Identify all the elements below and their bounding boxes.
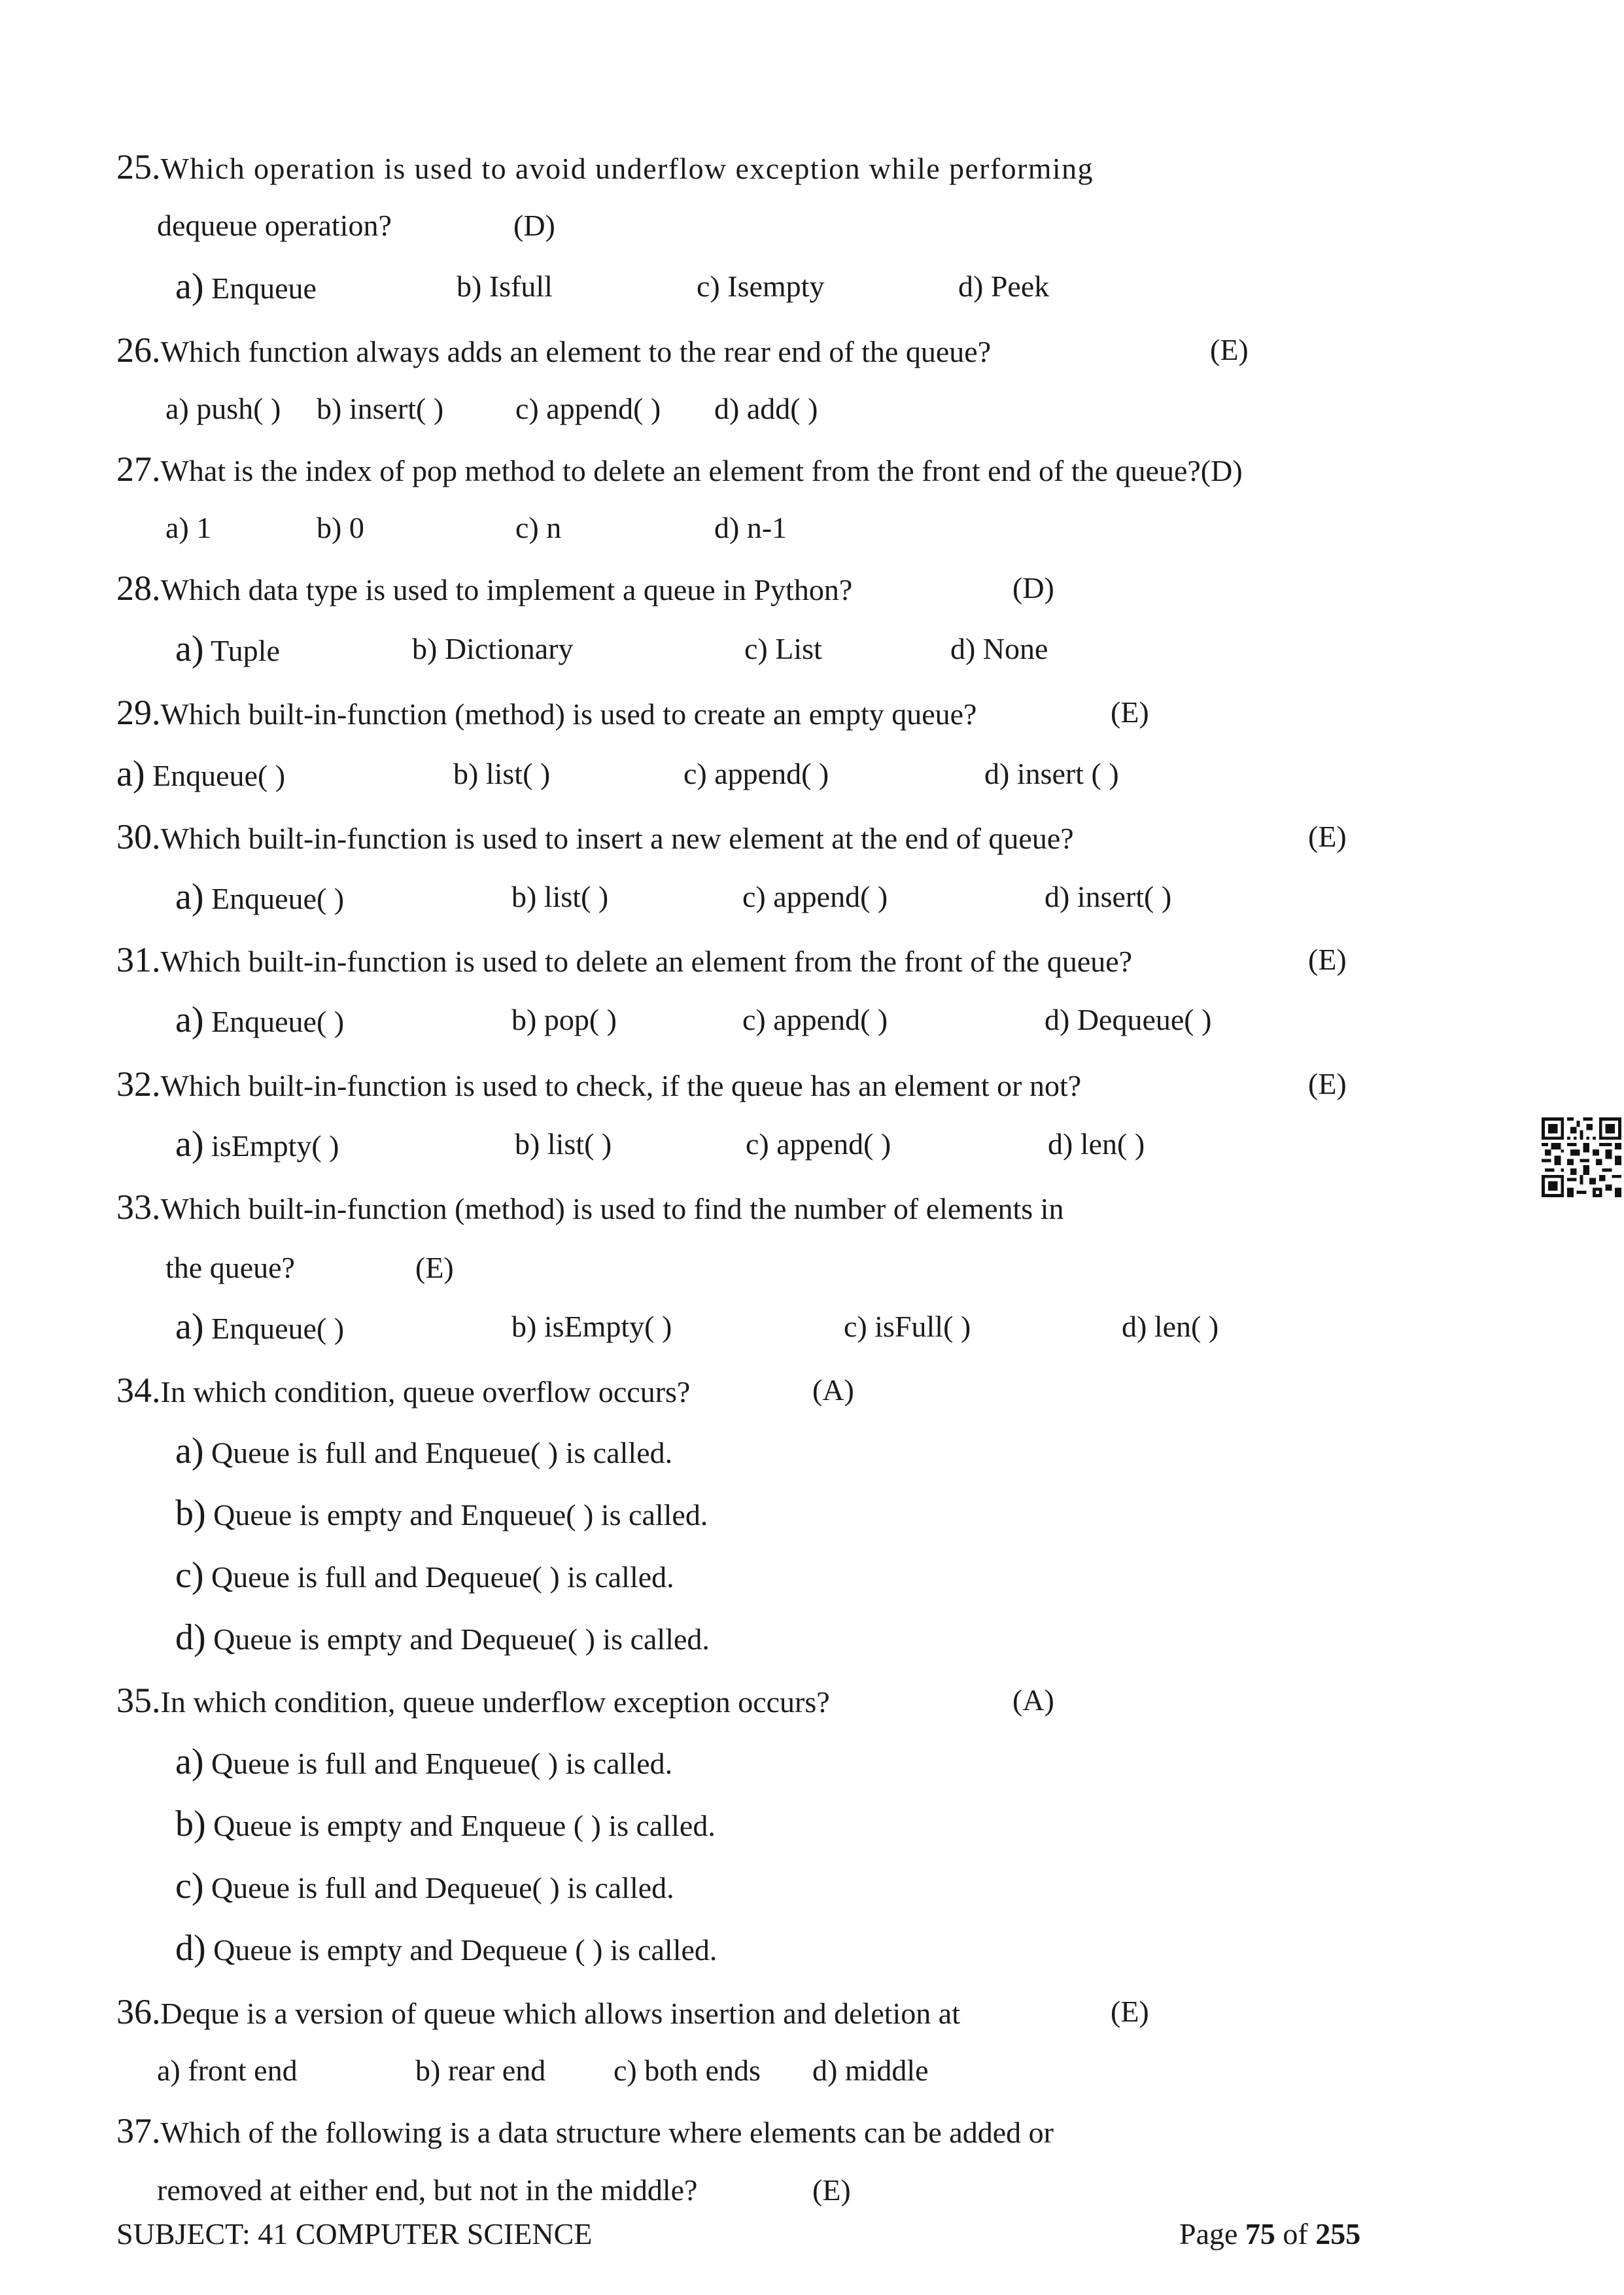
option-b: b) Dictionary (412, 632, 574, 665)
option-b: b) insert( ) (317, 392, 444, 425)
qr-code-icon (1542, 1117, 1621, 1197)
question-number: 34. (116, 1371, 161, 1410)
option-d: d) insert ( ) (984, 757, 1119, 790)
option-c: c) Isempty (697, 270, 825, 303)
question-number: 31. (116, 940, 161, 979)
question-text: Which data type is used to implement a queue in Python? (160, 573, 853, 606)
question-number: 35. (116, 1681, 161, 1720)
option-d: d) middle (812, 2054, 929, 2087)
option-d: d) add( ) (714, 392, 818, 425)
answer-key: (E) (1308, 820, 1347, 853)
question-text: the queue? (165, 1251, 295, 1284)
question-32 (116, 1066, 1081, 1102)
question-text: Which operation is used to avoid underflow exception while performing (160, 152, 1094, 185)
question-text: In which condition, queue overflow occurs? (160, 1375, 691, 1409)
footer-subject: SUBJECT: 41 COMPUTER SCIENCE (116, 2217, 593, 2251)
question-number: 29. (116, 693, 161, 732)
question-25-line-2 (157, 211, 392, 241)
answer-key: (E) (812, 2173, 851, 2207)
question-25 (116, 149, 1094, 184)
option-d: d) Queue is empty and Dequeue( ) is called. (175, 1617, 710, 1658)
question-text: Which built-in-function (method) is used to find the number of elements in (160, 1192, 1064, 1225)
answer-key: (E) (1111, 1995, 1149, 2028)
option-b: b) pop( ) (511, 1003, 617, 1036)
option-a: a) Enqueue( ) (175, 877, 345, 917)
answer-key: (E) (1308, 1067, 1347, 1100)
question-number: 26. (116, 330, 161, 370)
answer-key: (D) (513, 209, 555, 242)
option-a: a) Enqueue( ) (175, 1306, 345, 1347)
option-b: b) Isfull (457, 270, 553, 303)
answer-key: (D) (1012, 571, 1054, 604)
question-26 (116, 332, 991, 368)
answer-key: (E) (1111, 695, 1149, 729)
question-31 (116, 942, 1132, 977)
question-27 (116, 451, 1243, 487)
option-c: c) append( ) (683, 757, 829, 790)
answer-key: (A) (1012, 1683, 1054, 1717)
option-b: b) Queue is empty and Enqueue ( ) is called. (175, 1804, 716, 1844)
option-c: c) Queue is full and Dequeue( ) is called. (175, 1866, 674, 1906)
question-text: removed at either end, but not in the middle? (157, 2173, 698, 2207)
option-a: a) Enqueue( ) (116, 754, 286, 794)
question-number: 36. (116, 1992, 161, 2031)
question-number: 30. (116, 817, 161, 856)
option-d: d) Dequeue( ) (1045, 1003, 1212, 1036)
option-a: a) Queue is full and Enqueue( ) is called. (175, 1431, 673, 1471)
question-37 (116, 2113, 1054, 2148)
option-b: b) isEmpty( ) (511, 1310, 672, 1343)
option-a: a) isEmpty( ) (175, 1124, 339, 1165)
question-37-line-2 (157, 2175, 697, 2205)
option-d: d) insert( ) (1045, 880, 1172, 913)
option-a: a) Enqueue (175, 266, 317, 307)
question-text: Which built-in-function is used to delete an element from the front of the queue? (160, 945, 1133, 978)
question-text: In which condition, queue underflow exception occurs? (160, 1685, 830, 1719)
option-b: b) rear end (415, 2054, 546, 2087)
option-a: a) Queue is full and Enqueue( ) is called. (175, 1742, 673, 1782)
answer-key: (E) (1210, 333, 1249, 366)
option-a: a) 1 (165, 511, 212, 544)
option-c: c) append( ) (746, 1127, 891, 1161)
question-29 (116, 695, 976, 730)
question-text: Which built-in-function is used to check, if the queue has an element or not? (160, 1069, 1082, 1102)
answer-key: (E) (1308, 943, 1347, 976)
option-a: a) Tuple (175, 629, 280, 669)
question-text: Which built-in-function is used to insert a new element at the end of queue? (160, 822, 1074, 855)
question-number: 32. (116, 1064, 161, 1104)
question-30 (116, 819, 1074, 854)
option-b: b) list( ) (515, 1127, 612, 1161)
question-text: What is the index of pop method to delete an element from the front end of the queue?(D) (160, 454, 1243, 487)
question-number: 28. (116, 569, 161, 608)
option-c: c) append( ) (515, 392, 661, 425)
option-c: c) both ends (613, 2054, 761, 2087)
option-c: c) Queue is full and Dequeue( ) is called. (175, 1555, 674, 1596)
question-text: Which built-in-function (method) is used to create an empty queue? (160, 697, 977, 731)
option-c: c) List (744, 632, 822, 665)
option-c: c) append( ) (742, 1003, 888, 1036)
option-d: d) len( ) (1048, 1127, 1145, 1161)
answer-key: (E) (415, 1251, 454, 1284)
question-number: 33. (116, 1187, 161, 1227)
option-a: a) push( ) (165, 392, 281, 425)
question-number: 27. (116, 449, 161, 489)
option-d: d) len( ) (1122, 1310, 1219, 1343)
option-d: d) Peek (958, 270, 1050, 303)
option-b: b) list( ) (511, 880, 609, 913)
question-35 (116, 1683, 830, 1718)
option-b: b) 0 (317, 511, 364, 544)
option-c: c) isFull( ) (844, 1310, 971, 1343)
option-d: d) n-1 (714, 511, 787, 544)
option-d: d) Queue is empty and Dequeue ( ) is called. (175, 1928, 717, 1969)
question-number: 37. (116, 2111, 161, 2150)
option-a: a) Enqueue( ) (175, 1000, 345, 1040)
option-b: b) Queue is empty and Enqueue( ) is called. (175, 1493, 708, 1533)
question-text: Which function always adds an element to the rear end of the queue? (160, 335, 992, 368)
option-c: c) append( ) (742, 880, 888, 913)
option-d: d) None (950, 632, 1048, 665)
option-c: c) n (515, 511, 562, 544)
question-text: Which of the following is a data structure where elements can be added or (160, 2116, 1054, 2149)
footer-page-number: Page 75 of 255 (1179, 2217, 1361, 2251)
question-33-line-2 (165, 1253, 295, 1283)
question-number: 25. (116, 147, 161, 186)
question-34 (116, 1373, 690, 1408)
question-text: dequeue operation? (157, 209, 392, 242)
question-36 (116, 1994, 960, 2029)
question-text: Deque is a version of queue which allows insertion and deletion at (160, 1997, 961, 2030)
answer-key: (A) (812, 1373, 854, 1407)
option-b: b) list( ) (453, 757, 551, 790)
question-33 (116, 1189, 1063, 1225)
option-a: a) front end (157, 2054, 298, 2087)
question-28 (116, 570, 852, 606)
